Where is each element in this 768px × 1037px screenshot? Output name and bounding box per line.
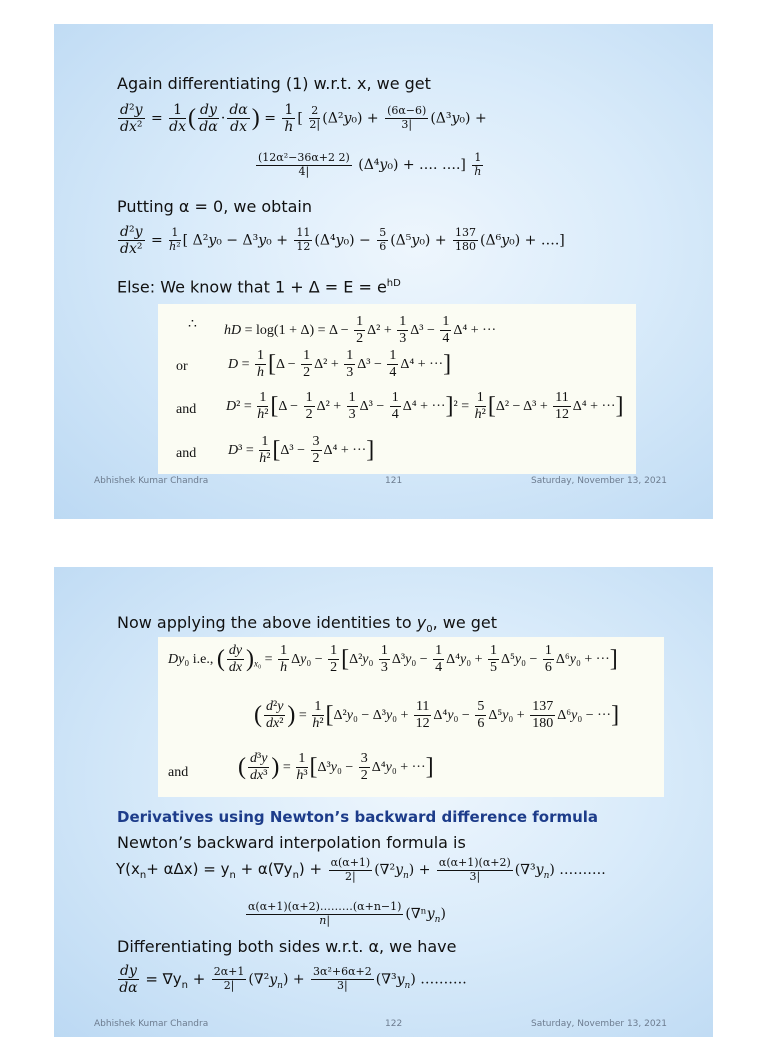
label-and-1: and xyxy=(176,402,197,417)
therefore-symbol: ∴ xyxy=(188,317,197,332)
slide-121 xyxy=(54,24,713,519)
label-and-2: and xyxy=(176,446,197,461)
applying-identities-line: Now applying the above identities to $y_0$, we get xyxy=(117,613,498,636)
operator-identities-box xyxy=(158,304,636,474)
backward-interpolation-equation-line1: $Y(x_n+ \alpha\Delta x) = y_n + \alpha(\nabla y_n)$ + $\frac{\alpha(\alpha+1)}{2|}$ $(\nabla^2y_n)$ + $\frac{\alpha(\alpha+1)(\alpha+2)}{3|}$ $(\nabla^3y_n)$ ………. xyxy=(116,856,606,883)
second-derivative-formula: ( $\frac{\text{d²y}}{\text{dx²}}$ ) = $\frac{1}{\text{h²}}$ [Δ²y₀ − Δ³y₀ + $\frac{11}{12}$ Δ⁴y₀ − $\frac{5}{6}$ Δ⁵y₀ + $\frac{137}{180}$ Δ⁶y₀ − ···] xyxy=(254,699,620,732)
slide-122 xyxy=(54,567,713,1037)
footer-date: Saturday, November 13, 2021 xyxy=(531,476,668,486)
dy-dalpha-equation: $\frac{dy}{d\alpha}$ = $\nabla y_n$ + $\frac{2\alpha+1}{2|}$ $(\nabla^2y_n)$ + $\frac{\text{3α²+6α+2}}{3|}$ $(\nabla^3y_n)$ ………. xyxy=(119,963,467,997)
backward-formula-intro: Newton’s backward interpolation formula is xyxy=(117,833,466,852)
section-heading: Derivatives using Newton’s backward difference formula xyxy=(117,808,599,826)
identity-d-cubed: D³ = $\frac{1}{\text{h²}}$ [Δ³ − $\frac{3}{2}$ Δ⁴ + ···] xyxy=(228,434,375,467)
identity-d: D = $\frac{1}{h}$ [Δ − $\frac{1}{2}$ Δ² + $\frac{1}{3}$ Δ³ − $\frac{1}{4}$ Δ⁴ + ···] xyxy=(228,348,452,381)
footer-page-number: 122 xyxy=(385,1019,403,1029)
first-derivative-formula: Dy₀ i.e., ( $\frac{dy}{dx}$ )$_{x_0}$ = $\frac{1}{h}$ Δy₀ − $\frac{1}{2}$ [Δ²y₀ $\frac{1}{3}$ Δ³y₀ − $\frac{1}{4}$ Δ⁴y₀ + $\frac{1}{5}$ Δ⁵y₀ − $\frac{1}{6}$ Δ⁶y₀ + ···] xyxy=(168,643,618,676)
else-line xyxy=(117,274,401,297)
third-derivative-formula: ( $\frac{\text{d³y}}{\text{dx³}}$ ) = $\frac{1}{\text{h³}}$ [Δ³y₀ − $\frac{3}{2}$ Δ⁴y₀ + ···] xyxy=(238,751,434,784)
differentiating-line: Differentiating both sides w.r.t. α, we have xyxy=(117,937,457,956)
putting-alpha-line: Putting α = 0, we obtain xyxy=(117,197,312,216)
identity-d-squared: D² = $\frac{1}{\text{h²}}$ [Δ − $\frac{1}{2}$ Δ² + $\frac{1}{3}$ Δ³ − $\frac{1}{4}$ Δ⁴ + ···]² = $\frac{1}{\text{h²}}$ [Δ² − Δ³ + $\frac{11}{12}$ Δ⁴ + ···] xyxy=(226,390,624,423)
identity-hd: hD = log(1 + Δ) = Δ − $\frac{1}{2}$ Δ² + $\frac{1}{3}$ Δ³ − $\frac{1}{4}$ Δ⁴ + ··· xyxy=(224,314,497,347)
backward-interpolation-equation-line2: $\frac{\alpha(\alpha+1)(\alpha+2)\dots\dots\dots(\alpha+n-1)}{n|}$ (∇ⁿy$_n$) xyxy=(248,900,446,927)
else-line-text: Else: We know that 1 + Δ = E = e xyxy=(117,277,387,297)
derivative-formulas-box xyxy=(158,637,664,797)
second-derivative-at-zero-equation: $\frac{\text{d²y}}{\text{dx²}}$ = $\frac{1}{\text{h²}}$ [ Δ²y₀ − Δ³y₀ + $\frac{11}{12}$ (Δ⁴y₀) − $\frac{5}{6}$ (Δ⁵y₀) + $\frac{137}{180}$ (Δ⁶y₀) + ….] xyxy=(120,224,565,258)
label-and: and xyxy=(168,765,189,780)
else-line-superscript: hD xyxy=(386,278,401,289)
footer-page-number: 121 xyxy=(385,476,403,486)
intro-line: Again differentiating (1) w.r.t. x, we get xyxy=(117,74,431,93)
second-derivative-equation-line1: $\frac{\text{d²y}}{\text{dx²}}$ = $\frac{1}{dx}$ ( $\frac{dy}{d\alpha}$ · $\frac{d\alpha}{dx}$ ) = $\frac{1}{h}$ [ $\frac{2}{2|}$ (Δ²y₀) + $\frac{(6\alpha-6)}{3|}$ (Δ³y₀) + xyxy=(120,102,487,136)
footer-author: Abhishek Kumar Chandra xyxy=(94,476,209,486)
second-derivative-equation-line2: $\frac{\text{(12α²−36α+2 2)}}{4|}$ (Δ⁴y₀) + …. ….] $\frac{1}{h}$ xyxy=(258,151,482,178)
footer-date: Saturday, November 13, 2021 xyxy=(531,1019,668,1029)
footer-author: Abhishek Kumar Chandra xyxy=(94,1019,209,1029)
label-or: or xyxy=(176,359,188,374)
